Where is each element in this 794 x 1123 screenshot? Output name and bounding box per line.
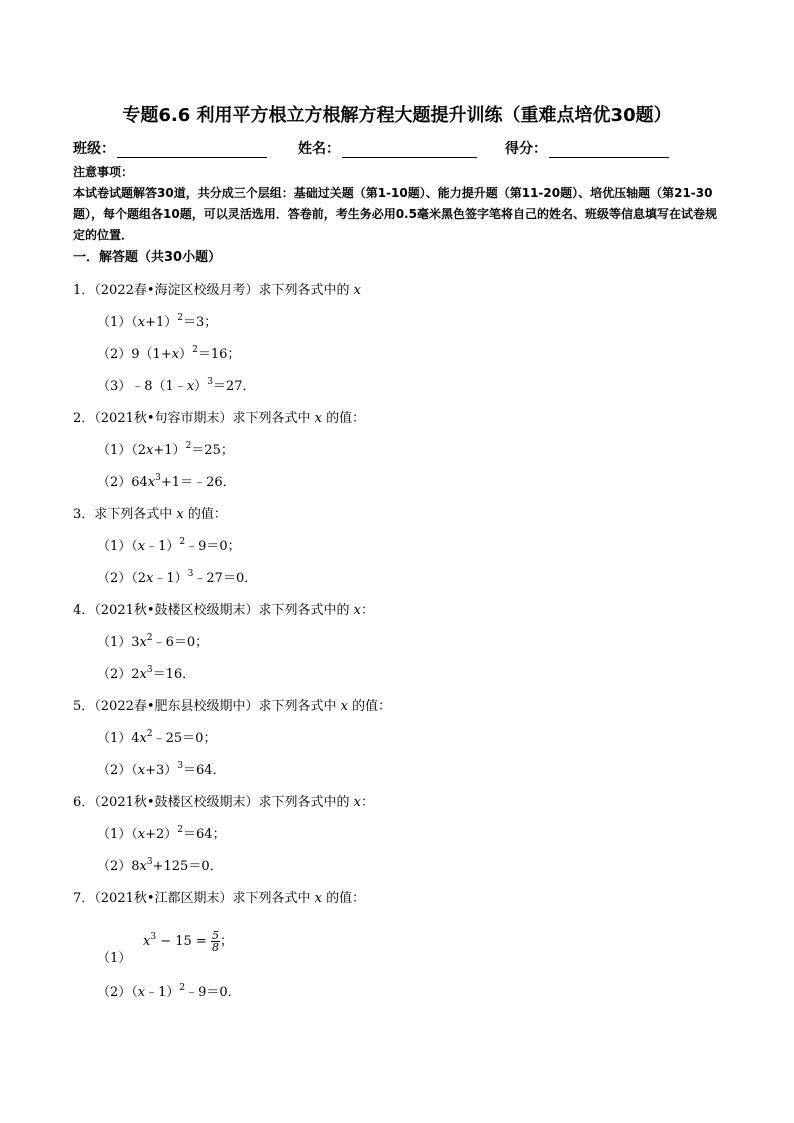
question-4-item-1: $(1)3x^2﹣6=0$；: [97, 633, 209, 650]
name-field: [298, 138, 477, 158]
question-3-stem: 3．求下列各式中 x 的值：: [73, 507, 227, 522]
notice-block: [73, 162, 723, 246]
question-3-item-2: （2）（2x﹣1）$^3$﹣27＝0．: [97, 569, 258, 586]
question-7-item-1-label: （1）: [97, 951, 132, 966]
question-6-item-2: $(2)8x^3+125=0$．: [97, 857, 223, 874]
question-1-item-3: （3）﹣8（1﹣x）$^3$＝27．: [97, 377, 256, 394]
question-5-stem: 5．（2022春•肥东县校级期中）求下列各式中 x 的值：: [73, 699, 392, 714]
question-1-stem: 1．（2022春•海淀区校级月考）求下列各式中的 x: [73, 283, 361, 298]
score-blank[interactable]: [549, 143, 669, 158]
class-label: 班级：: [73, 141, 115, 157]
question-2-item-2: $(2)64x^3+1=﹣26$．: [97, 473, 236, 490]
question-1-item-2: $(2)9(1+x)^2=16$；: [97, 345, 241, 362]
question-4-stem: 4．（2021秋•鼓楼区校级期末）求下列各式中的 x：: [73, 603, 375, 618]
question-3-item-1: （1）（x﹣1）$^2$﹣9＝0；: [97, 537, 241, 554]
question-7-item-2: （2）（x﹣1）$^2$﹣9＝0．: [97, 983, 241, 1000]
question-5-item-2: $(2)(x+3)^3=64$．: [97, 761, 226, 778]
name-label: 姓名：: [298, 141, 340, 157]
question-6-item-1: $(1)(x+2)^2=64$；: [97, 825, 226, 842]
notice-heading: 注意事项：: [73, 165, 134, 179]
class-field: [73, 138, 267, 158]
question-5-item-1: $(1)4x^2﹣25=0$；: [97, 729, 217, 746]
question-7-stem: 7．（2021秋•江都区期末）求下列各式中 x 的值：: [73, 891, 366, 906]
question-7-item-1-equation: $x^3 - 15$ = $\frac{5}{8}$ ；: [143, 929, 233, 954]
notice-body: 本试卷试题解答30道，共分成三个层组：基础过关题（第1-10题）、能力提升题（第11-20题）、培优压轴题（第21-30题），每个题组各10题，可以灵活选用．答卷前，考生务必用0.5毫米黑色签字笔将自己的姓名、班级等信息填写在试卷规定的位置．: [73, 186, 717, 242]
question-1-item-1: $(1)(x+1)^2=3$；: [97, 313, 218, 330]
section-heading: 一．解答题（共30小题）: [73, 250, 222, 265]
name-blank[interactable]: [342, 143, 477, 158]
score-label: 得分：: [505, 141, 547, 157]
question-6-stem: 6．（2021秋•鼓楼区校级期末）求下列各式中的 x：: [73, 795, 375, 810]
page-title: 专题6.6 利用平方根立方根解方程大题提升训练（重难点培优30题）: [122, 105, 672, 126]
question-2-stem: 2．（2021秋•句容市期末）求下列各式中 x 的值：: [73, 411, 366, 426]
score-field: [505, 138, 669, 158]
fraction: $\frac{5}{8}$: [211, 929, 219, 954]
question-2-item-1: $(1)(2x+1)^2=25$；: [97, 441, 234, 458]
question-4-item-2: $(2)2x^3=16$．: [97, 665, 196, 682]
class-blank[interactable]: [117, 143, 267, 158]
